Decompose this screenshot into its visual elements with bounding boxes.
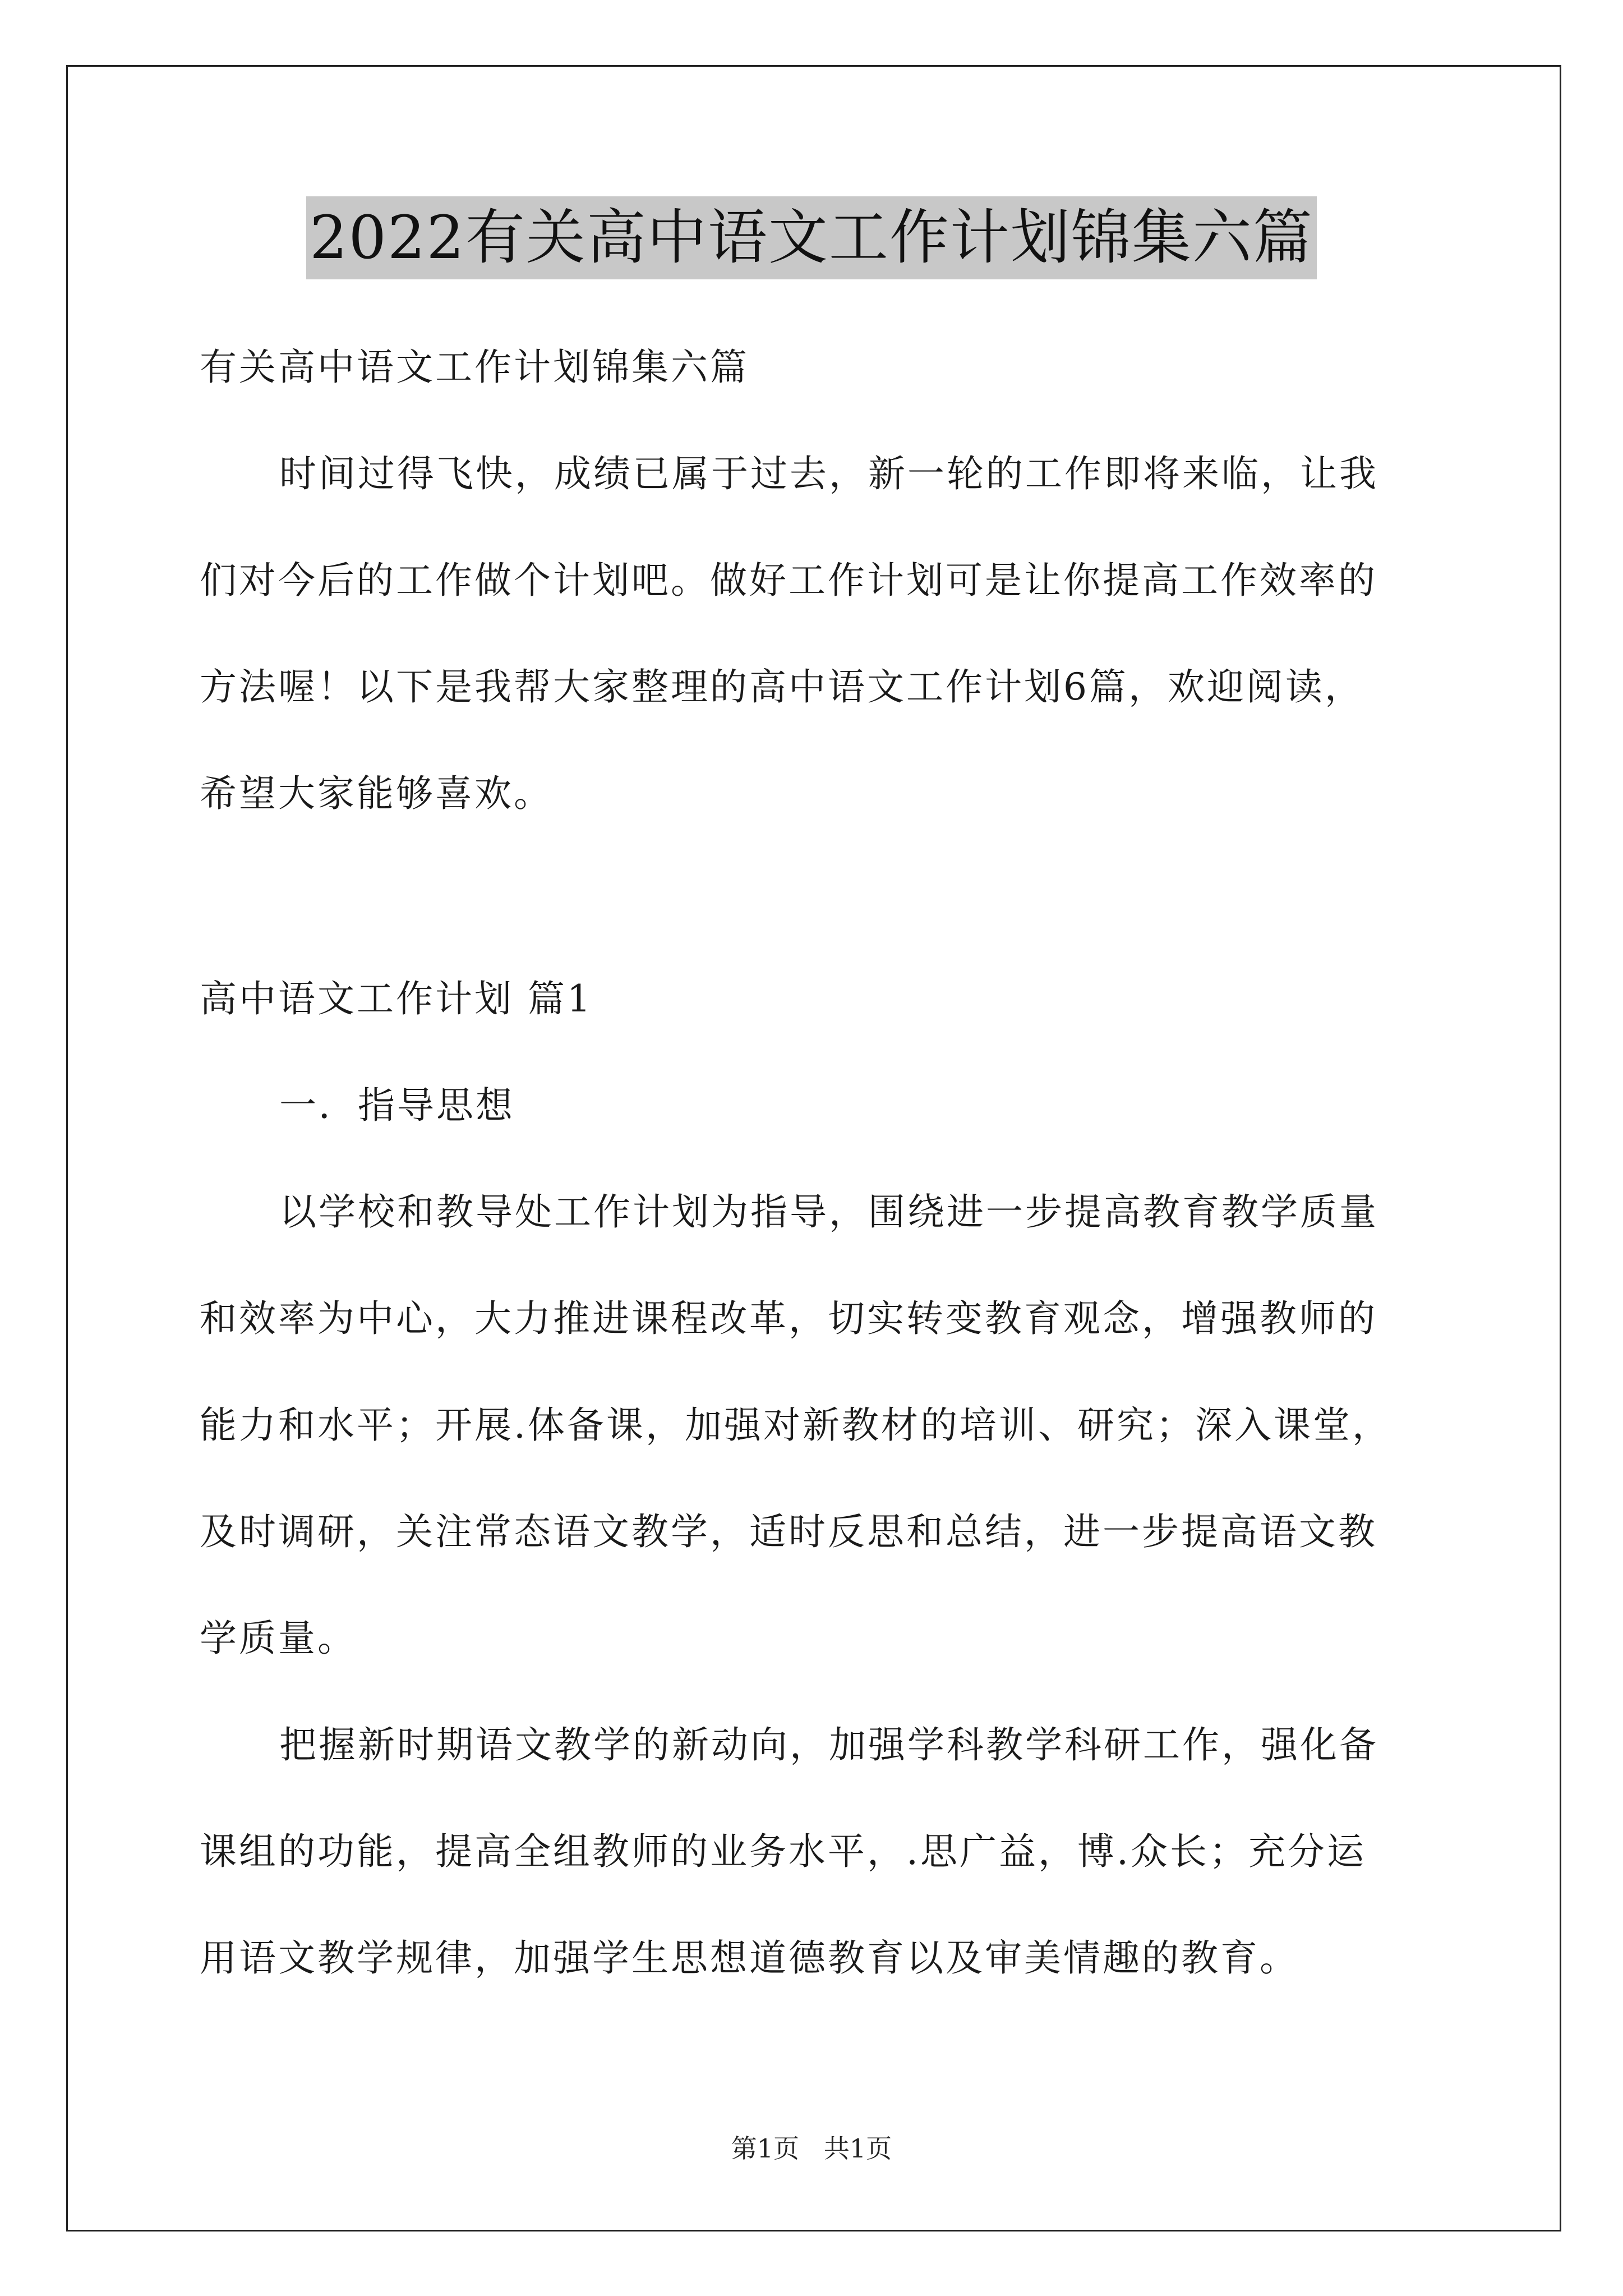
- document-subtitle: 有关高中语文工作计划锦集六篇: [200, 346, 749, 389]
- body-paragraph-2: [200, 1692, 1433, 2012]
- document-body: [200, 314, 1433, 2012]
- paragraph-line: 用语文教学规律，加强学生思想道德教育以及审美情趣的教育。: [200, 1936, 1299, 1980]
- intro-line: 们对今后的工作做个计划吧。做好工作计划可是让你提高工作效率的: [200, 559, 1377, 602]
- section-heading: 高中语文工作计划 篇1: [200, 977, 593, 1020]
- title-container: [0, 196, 1623, 279]
- intro-line: 方法喔！以下是我帮大家整理的高中语文工作计划6篇，欢迎阅读，: [200, 665, 1364, 708]
- paragraph-line: 把握新时期语文教学的新动向，加强学科教学科研工作，强化备: [279, 1723, 1378, 1766]
- intro-paragraph: [200, 421, 1433, 847]
- page-footer: 第1页 共1页: [731, 2133, 892, 2164]
- paragraph-line: 学质量。: [200, 1617, 357, 1660]
- body-paragraph-1: [200, 1159, 1433, 1692]
- paragraph-line: 能力和水平；开展.体备课，加强对新教材的培训、研究；深入课堂，: [200, 1404, 1391, 1447]
- section-subheading: 一．指导思想: [279, 1084, 515, 1127]
- paragraph-line: 和效率为中心，大力推进课程改革，切实转变教育观念，增强教师的: [200, 1297, 1377, 1340]
- paragraph-line: 课组的功能，提高全组教师的业务水平，.思广益，博.众长；充分运: [200, 1830, 1366, 1873]
- intro-line: 时间过得飞快，成绩已属于过去，新一轮的工作即将来临，让我: [279, 452, 1378, 495]
- paragraph-line: 以学校和教导处工作计划为指导，围绕进一步提高教育教学质量: [279, 1190, 1378, 1234]
- paragraph-line: 及时调研，关注常态语文教学，适时反思和总结，进一步提高语文教: [200, 1510, 1377, 1553]
- intro-line: 希望大家能够喜欢。: [200, 772, 553, 815]
- document-title: 2022有关高中语文工作计划锦集六篇: [306, 196, 1317, 279]
